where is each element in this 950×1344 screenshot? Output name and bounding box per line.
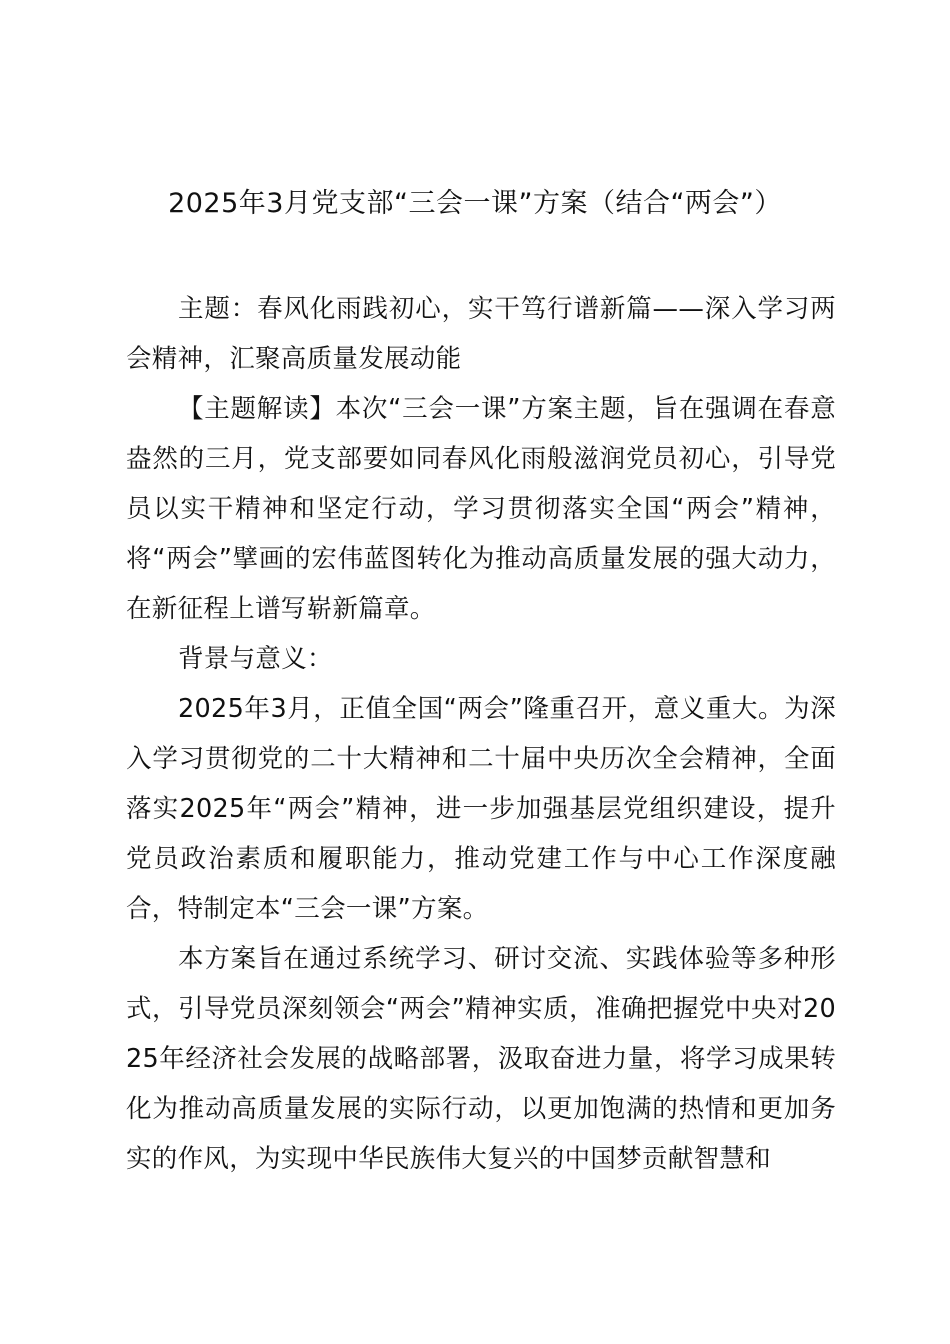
theme-interpretation-paragraph: 【主题解读】本次“三会一课”方案主题，旨在强调在春意盎然的三月，党支部要如同春风化雨般滋润党员初心，引导党员以实干精神和坚定行动，学习贯彻落实全国“两会”精神，将“两会”擘画的宏伟蓝图转化为推动高质量发展的强大动力，在新征程上谱写崭新篇章。 <box>126 394 836 624</box>
document-body <box>126 284 836 1184</box>
theme-paragraph: 主题：春风化雨践初心，实干笃行谱新篇——深入学习两会精神，汇聚高质量发展动能 <box>126 294 836 374</box>
document-title: 2025年3月党支部“三会一课”方案（结合“两会”） <box>168 188 782 219</box>
background-paragraph: 2025年3月，正值全国“两会”隆重召开，意义重大。为深入学习贯彻党的二十大精神和二十届中央历次全会精神，全面落实2025年“两会”精神，进一步加强基层党组织建设，提升党员政治素质和履职能力，推动党建工作与中心工作深度融合，特制定本“三会一课”方案。 <box>126 694 836 924</box>
purpose-paragraph: 本方案旨在通过系统学习、研讨交流、实践体验等多种形式，引导党员深刻领会“两会”精神实质，准确把握党中央对2025年经济社会发展的战略部署，汲取奋进力量，将学习成果转化为推动高质量发展的实际行动，以更加饱满的热情和更加务实的作风，为实现中华民族伟大复兴的中国梦贡献智慧和 <box>126 944 836 1174</box>
background-heading: 背景与意义： <box>178 644 333 674</box>
